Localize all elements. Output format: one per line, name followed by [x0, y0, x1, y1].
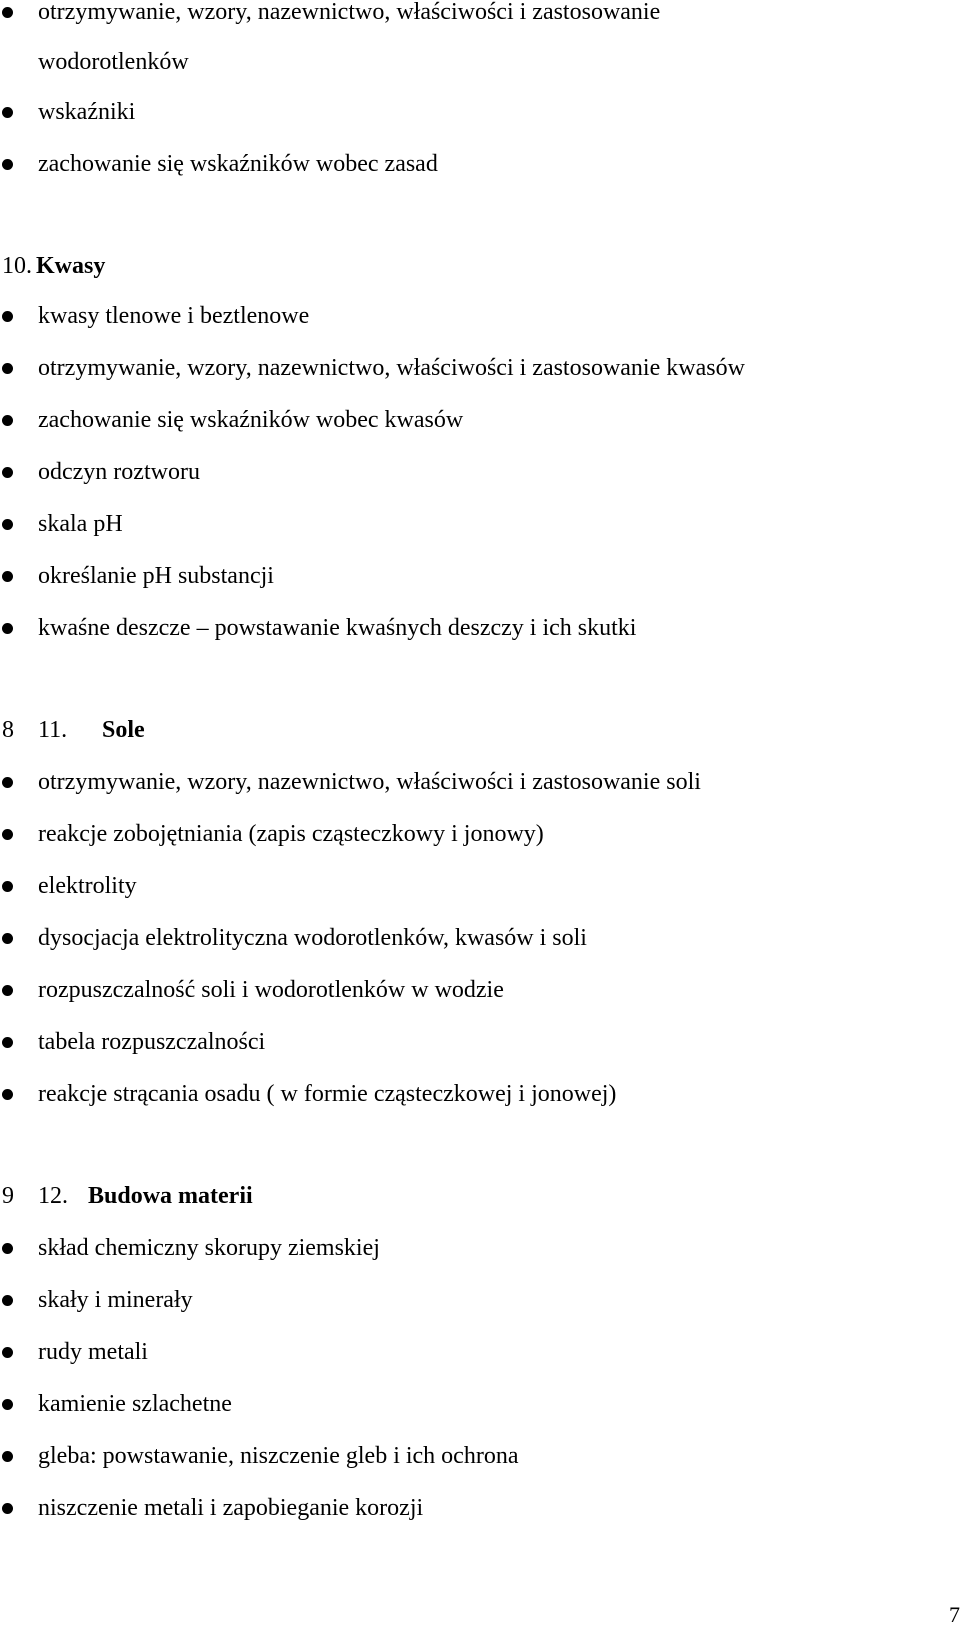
- bullet-icon: [2, 7, 13, 18]
- list-item: [0, 504, 960, 544]
- list-item-text: gleba: powstawanie, niszczenie gleb i ich ochrona: [38, 1443, 519, 1469]
- section-heading-sole: [0, 710, 960, 750]
- bullet-icon: [2, 1243, 13, 1254]
- list-item: [0, 400, 960, 440]
- list-item-text: kwasy tlenowe i beztlenowe: [38, 303, 310, 329]
- list-item-text: kwaśne deszcze – powstawanie kwaśnych deszczy i ich skutki: [38, 615, 637, 641]
- list-item: [0, 296, 960, 336]
- section-title: Kwasy: [36, 253, 106, 279]
- section-number: 10.: [2, 253, 32, 279]
- list-item: [0, 92, 960, 132]
- list-item-text: otrzymywanie, wzory, nazewnictwo, właściwości i zastosowanie soli: [38, 769, 701, 795]
- section-title: Budowa materii: [88, 1183, 253, 1209]
- list-item-text: elektrolity: [38, 873, 137, 899]
- list-item-text: odczyn roztworu: [38, 459, 200, 485]
- bullet-icon: [2, 1089, 13, 1100]
- bullet-icon: [2, 519, 13, 530]
- bullet-icon: [2, 881, 13, 892]
- list-item-text: reakcje zobojętniania (zapis cząsteczkowy i jonowy): [38, 821, 544, 847]
- list-item: [0, 970, 960, 1010]
- list-item-text: rudy metali: [38, 1339, 148, 1365]
- section-number: 12.: [38, 1183, 68, 1209]
- list-item-text: otrzymywanie, wzory, nazewnictwo, właściwości i zastosowanie kwasów: [38, 355, 745, 381]
- bullet-icon: [2, 311, 13, 322]
- section-heading-budowa-materii: [0, 1176, 960, 1216]
- list-item: [0, 452, 960, 492]
- list-item-text: otrzymywanie, wzory, nazewnictwo, właściwości i zastosowanie: [38, 0, 661, 25]
- list-item-text: tabela rozpuszczalności: [38, 1029, 266, 1055]
- list-item: [0, 1436, 960, 1476]
- section-prefix: 9: [2, 1183, 14, 1209]
- bullet-icon: [2, 159, 13, 170]
- list-item-text: zachowanie się wskaźników wobec zasad: [38, 151, 438, 177]
- list-item: [0, 1280, 960, 1320]
- list-item: [0, 0, 960, 32]
- list-item: [0, 1228, 960, 1268]
- list-item: [0, 1488, 960, 1528]
- list-item-text: skala pH: [38, 511, 123, 537]
- bullet-icon: [2, 467, 13, 478]
- list-item-text: rozpuszczalność soli i wodorotlenków w wodzie: [38, 977, 504, 1003]
- section-prefix: 8: [2, 717, 14, 743]
- bullet-icon: [2, 107, 13, 118]
- list-item-text: określanie pH substancji: [38, 563, 274, 589]
- list-item-text: skład chemiczny skorupy ziemskiej: [38, 1235, 380, 1261]
- bullet-icon: [2, 985, 13, 996]
- list-item: [0, 814, 960, 854]
- list-item-text: wskaźniki: [38, 99, 136, 125]
- list-item: [0, 1022, 960, 1062]
- section-title: Sole: [102, 717, 145, 743]
- list-item: [0, 1384, 960, 1424]
- bullet-icon: [2, 1451, 13, 1462]
- list-item-text: niszczenie metali i zapobieganie korozji: [38, 1495, 424, 1521]
- list-item-text: kamienie szlachetne: [38, 1391, 232, 1417]
- bullet-icon: [2, 1295, 13, 1306]
- bullet-icon: [2, 1503, 13, 1514]
- list-item: [0, 1332, 960, 1372]
- section-number: 11.: [38, 717, 68, 743]
- list-item-text: reakcje strącania osadu ( w formie cząsteczkowej i jonowej): [38, 1081, 617, 1107]
- bullet-icon: [2, 363, 13, 374]
- bullet-icon: [2, 933, 13, 944]
- bullet-icon: [2, 1037, 13, 1048]
- list-item: [0, 1074, 960, 1114]
- bullet-icon: [2, 623, 13, 634]
- list-item-text: skały i minerały: [38, 1287, 193, 1313]
- page-number: 7: [949, 1602, 960, 1627]
- bullet-icon: [2, 777, 13, 788]
- list-item-text: dysocjacja elektrolityczna wodorotlenków, kwasów i soli: [38, 925, 587, 951]
- section-heading-kwasy: [0, 246, 960, 286]
- bullet-icon: [2, 1399, 13, 1410]
- list-item-continuation: [0, 42, 960, 82]
- list-item: [0, 348, 960, 388]
- list-item: [0, 918, 960, 958]
- bullet-icon: [2, 415, 13, 426]
- list-item: [0, 866, 960, 906]
- list-item: [0, 608, 960, 648]
- bullet-icon: [2, 571, 13, 582]
- list-item-text: wodorotlenków: [38, 49, 189, 75]
- list-item-text: zachowanie się wskaźników wobec kwasów: [38, 407, 464, 433]
- list-item: [0, 144, 960, 184]
- list-item: [0, 762, 960, 802]
- bullet-icon: [2, 829, 13, 840]
- bullet-icon: [2, 1347, 13, 1358]
- list-item: [0, 556, 960, 596]
